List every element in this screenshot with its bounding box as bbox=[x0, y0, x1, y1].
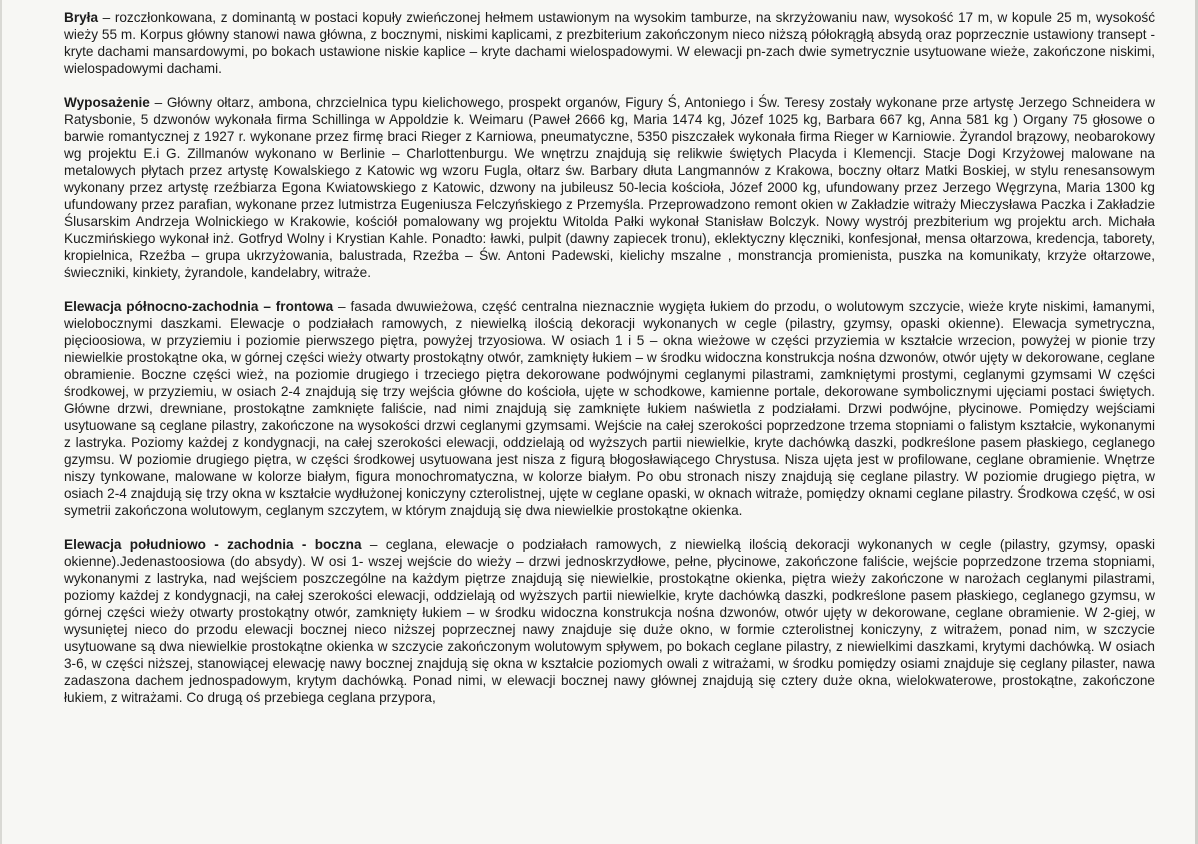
section-heading: Elewacja północno-zachodnia – frontowa bbox=[64, 299, 334, 314]
section-wyposazenie bbox=[64, 94, 1155, 281]
section-heading: Elewacja południowo - zachodnia - boczna bbox=[64, 537, 362, 552]
section-bryla bbox=[64, 9, 1155, 77]
section-text: – rozczłonkowana, z dominantą w postaci kopuły zwieńczonej hełmem ustawionym na wysokim tamburze, na skrzyżowaniu naw, wysokość 17 m, w kopule 25 m, wysokość wieży 55 m. Korpus główny stanowi nawa główna, z bocznymi, niskimi kaplicami, z prezbiterium zakończonym nieco niższą półokrągłą absydą oraz poprzecznie ustawiony transept - kryte dachami mansardowymi, po bokach ustawione niskie kaplice – kryte dachami wielospadowymi. W elewacji pn-zach dwie symetrycznie usytuowane wieże, zakończone niskimi, wielospadowymi dachami. bbox=[64, 10, 1155, 76]
paragraph bbox=[64, 298, 1155, 519]
document-body bbox=[64, 9, 1155, 723]
section-text: – Główny ołtarz, ambona, chrzcielnica typu kielichowego, prospekt organów, Figury Ś, Antoniego i Św. Teresy zostały wykonane prze artystę Jerzego Schneidera w Ratysbonie, 5 dzwonów wykonała firma Schillinga w Appoldzie k. Weimaru (Paweł 2666 kg, Maria 1474 kg, Józef 1025 kg, Barbara 667 kg, Anna 581 kg ) Organy 75 głosowe o barwie romantycznej z 1927 r. wykonane przez firmę braci Rieger z Karniowa, pneumatyczne, 5350 piszczałek wykonała firma Rieger w Karniowie. Żyrandol brązowy, neobarokowy wg projektu E.i G. Zillmanów wykonano w Berlinie – Charlottenburgu. We wnętrzu znajdują się relikwie świętych Placyda i Klemencji. Stacje Dogi Krzyżowej malowane na metalowych płytach przez artystę Kowalskiego z Katowic wg wzoru Fugla, ołtarz św. Barbary dłuta Langmannów z Krakowa, boczny ołtarz Matki Boskiej, w stylu renesansowym wykonany przez artystę rzeźbiarza Egona Kwiatowskiego z Katowic, dzwony na jubileusz 50-lecia kościoła, Józef 2000 kg, ufundowany przez Jerzego Węgrzyna, Maria 1300 kg ufundowany przez parafian, wykonane przez lutmistrza Eugeniusza Felczyńskiego z Przemyśla. Przeprowadzono remont okien w Zakładzie witraży Mieczysława Paczka i Zakładzie Ślusarskim Andrzeja Wolnickiego w Krakowie, kościół pomalowany wg projektu Witolda Pałki wykonał Stanisław Bolczyk. Nowy wystrój prezbiterium wg projektu arch. Michała Kuczmińskiego wykonał inż. Gotfryd Wolny i Krystian Kahle. Ponadto: ławki, pulpit (dawny zapiecek tronu), eklektyczny klęczniki, konfesjonał, mensa ołtarzowa, kredencja, taborety, kropielnica, Rzeźba – grupa ukrzyżowania, balustrada, Rzeźba – Św. Antoni Padewski, kielichy mszalne , monstrancja promienista, puszka na komunikaty, krzyże ołtarzowe, świeczniki, kinkiety, żyrandole, kandelabry, witraże. bbox=[64, 95, 1155, 280]
paragraph bbox=[64, 536, 1155, 706]
paragraph bbox=[64, 94, 1155, 281]
section-text: – fasada dwuwieżowa, część centralna nieznacznie wygięta łukiem do przodu, o wolutowym szczycie, wieże kryte niskimi, łamanymi, wielobocznymi daszkami. Elewacje o podziałach ramowych, z niewielką ilością dekoracji wykonanych w cegle (pilastry, gzymsy, opaski okienne). Elewacja symetryczna, pięcioosiowa, w przyziemiu i poziomie pierwszego piętra, powyżej trzyosiowa. W osiach 1 i 5 – okna wieżowe w części przyziemia w kształcie wrzecion, powyżej w pionie trzy niewielkie prostokątne oka, w górnej części wieży otwarty prostokątny otwór, zamknięty łukiem – w środku widoczna konstrukcja nośna dzwonów, otwór ujęty w dekorowane, ceglane obramienie. Boczne części wież, na poziomie drugiego i trzeciego piętra dekorowane podwójnymi ceglanymi pilastrami, zamkniętymi prostymi, ceglanymi gzymsami W części środkowej, w przyziemiu, w osiach 2-4 znajdują się trzy wejścia główne do kościoła, ujęte w schodkowe, kamienne portale, dekorowane symbolicznymi ujęciami postaci świętych. Główne drzwi, drewniane, prostokątne zamknięte faliście, nad nimi znajdują się zamknięte łukiem naświetla z podziałami. Drzwi podwójne, płycinowe. Pomiędzy wejściami usytuowane są ceglane pilastry, zakończone na wysokości drzwi ceglanymi gzymsami. Wejście na całej szerokości poprzedzone trzema stopniami o falistym kształcie, wykonanymi z lastryka. Poziomy każdej z kondygnacji, na całej szerokości elewacji, oddzielają od wyższych partii niewielkie, kryte dachówką daszki, podkreślone pasem płaskiego, ceglanego gzymsu. W poziomie drugiego piętra, w części środkowej usytuowana jest nisza z figurą błogosławiącego Chrystusa. Nisza ujęta jest w profilowane, ceglane obramienie. Wnętrze niszy tynkowane, malowane w kolorze białym, figura monochromatyczna, w kolorze białym. Po obu stronach niszy znajdują się ceglane pilastry. W poziomie drugiego piętra, w osiach 2-4 znajdują się trzy okna w kształcie wydłużonej koniczyny czterolistnej, ujęte w ceglane opaski, w oknach witraże, pomiędzy oknami ceglane pilastry. Środkowa część, w osi symetrii zakończona wolutowym, ceglanym szczytem, w którym znajdują się dwa niewielkie prostokątne okienka. bbox=[64, 299, 1155, 518]
section-elewacja-frontowa bbox=[64, 298, 1155, 519]
section-elewacja-boczna bbox=[64, 536, 1155, 706]
paragraph bbox=[64, 9, 1155, 77]
section-text: – ceglana, elewacje o podziałach ramowych, z niewielką ilością dekoracji wykonanych w cegle (pilastry, gzymsy, opaski okienne).Jedenastoosiowa (do absydy). W osi 1- wszej wejście do wieży – drzwi jednoskrzydłowe, pełne, płycinowe, zakończone faliście, wejście poprzedzone trzema stopniami, wykonanymi z lastryka, nad wejściem poszczególne na każdym piętrze znajdują się niewielkie, prostokątne okienka, piętra wieży zakończone w narożach ceglanymi pilastrami, poziomy każdej z kondygnacji, na całej szerokości elewacji, oddzielają od wyższych partii niewielkie, kryte dachówką daszki, podkreślone pasem płaskiego, ceglanego gzymsu, w górnej części wieży otwarty prostokątny otwór, zamknięty łukiem – w środku widoczna konstrukcja nośna dzwonów, otwór ujęty w dekorowane, ceglane obramienie. W 2-giej, w wysuniętej nieco do przodu elewacji bocznej nieco niższej poprzecznej nawy znajduje się duże okno, w formie czterolistnej koniczyny, z witrażem, ponad nim, w szczycie usytuowane są dwa niewielkie prostokątne okienka w szczycie zakończonym wolutowym spływem, po bokach ceglane pilastry, z niewielkimi daszkami, krytymi dachówką. W osiach 3-6, w części niższej, stanowiącej elewację nawy bocznej znajdują się okna w kształcie poziomych owali z witrażami, w środku pomiędzy osiami znajduje się ceglany pilaster, nawa zadaszona dachem jednospadowym, krytym dachówką. Ponad nimi, w elewacji bocznej nawy głównej znajdują się cztery duże okna, wielokwaterowe, prostokątne, zakończone łukiem, z witrażami. Co drugą oś przebiega ceglana przypora, bbox=[64, 537, 1156, 705]
section-heading: Wyposażenie bbox=[64, 95, 150, 110]
section-heading: Bryła bbox=[64, 10, 99, 25]
